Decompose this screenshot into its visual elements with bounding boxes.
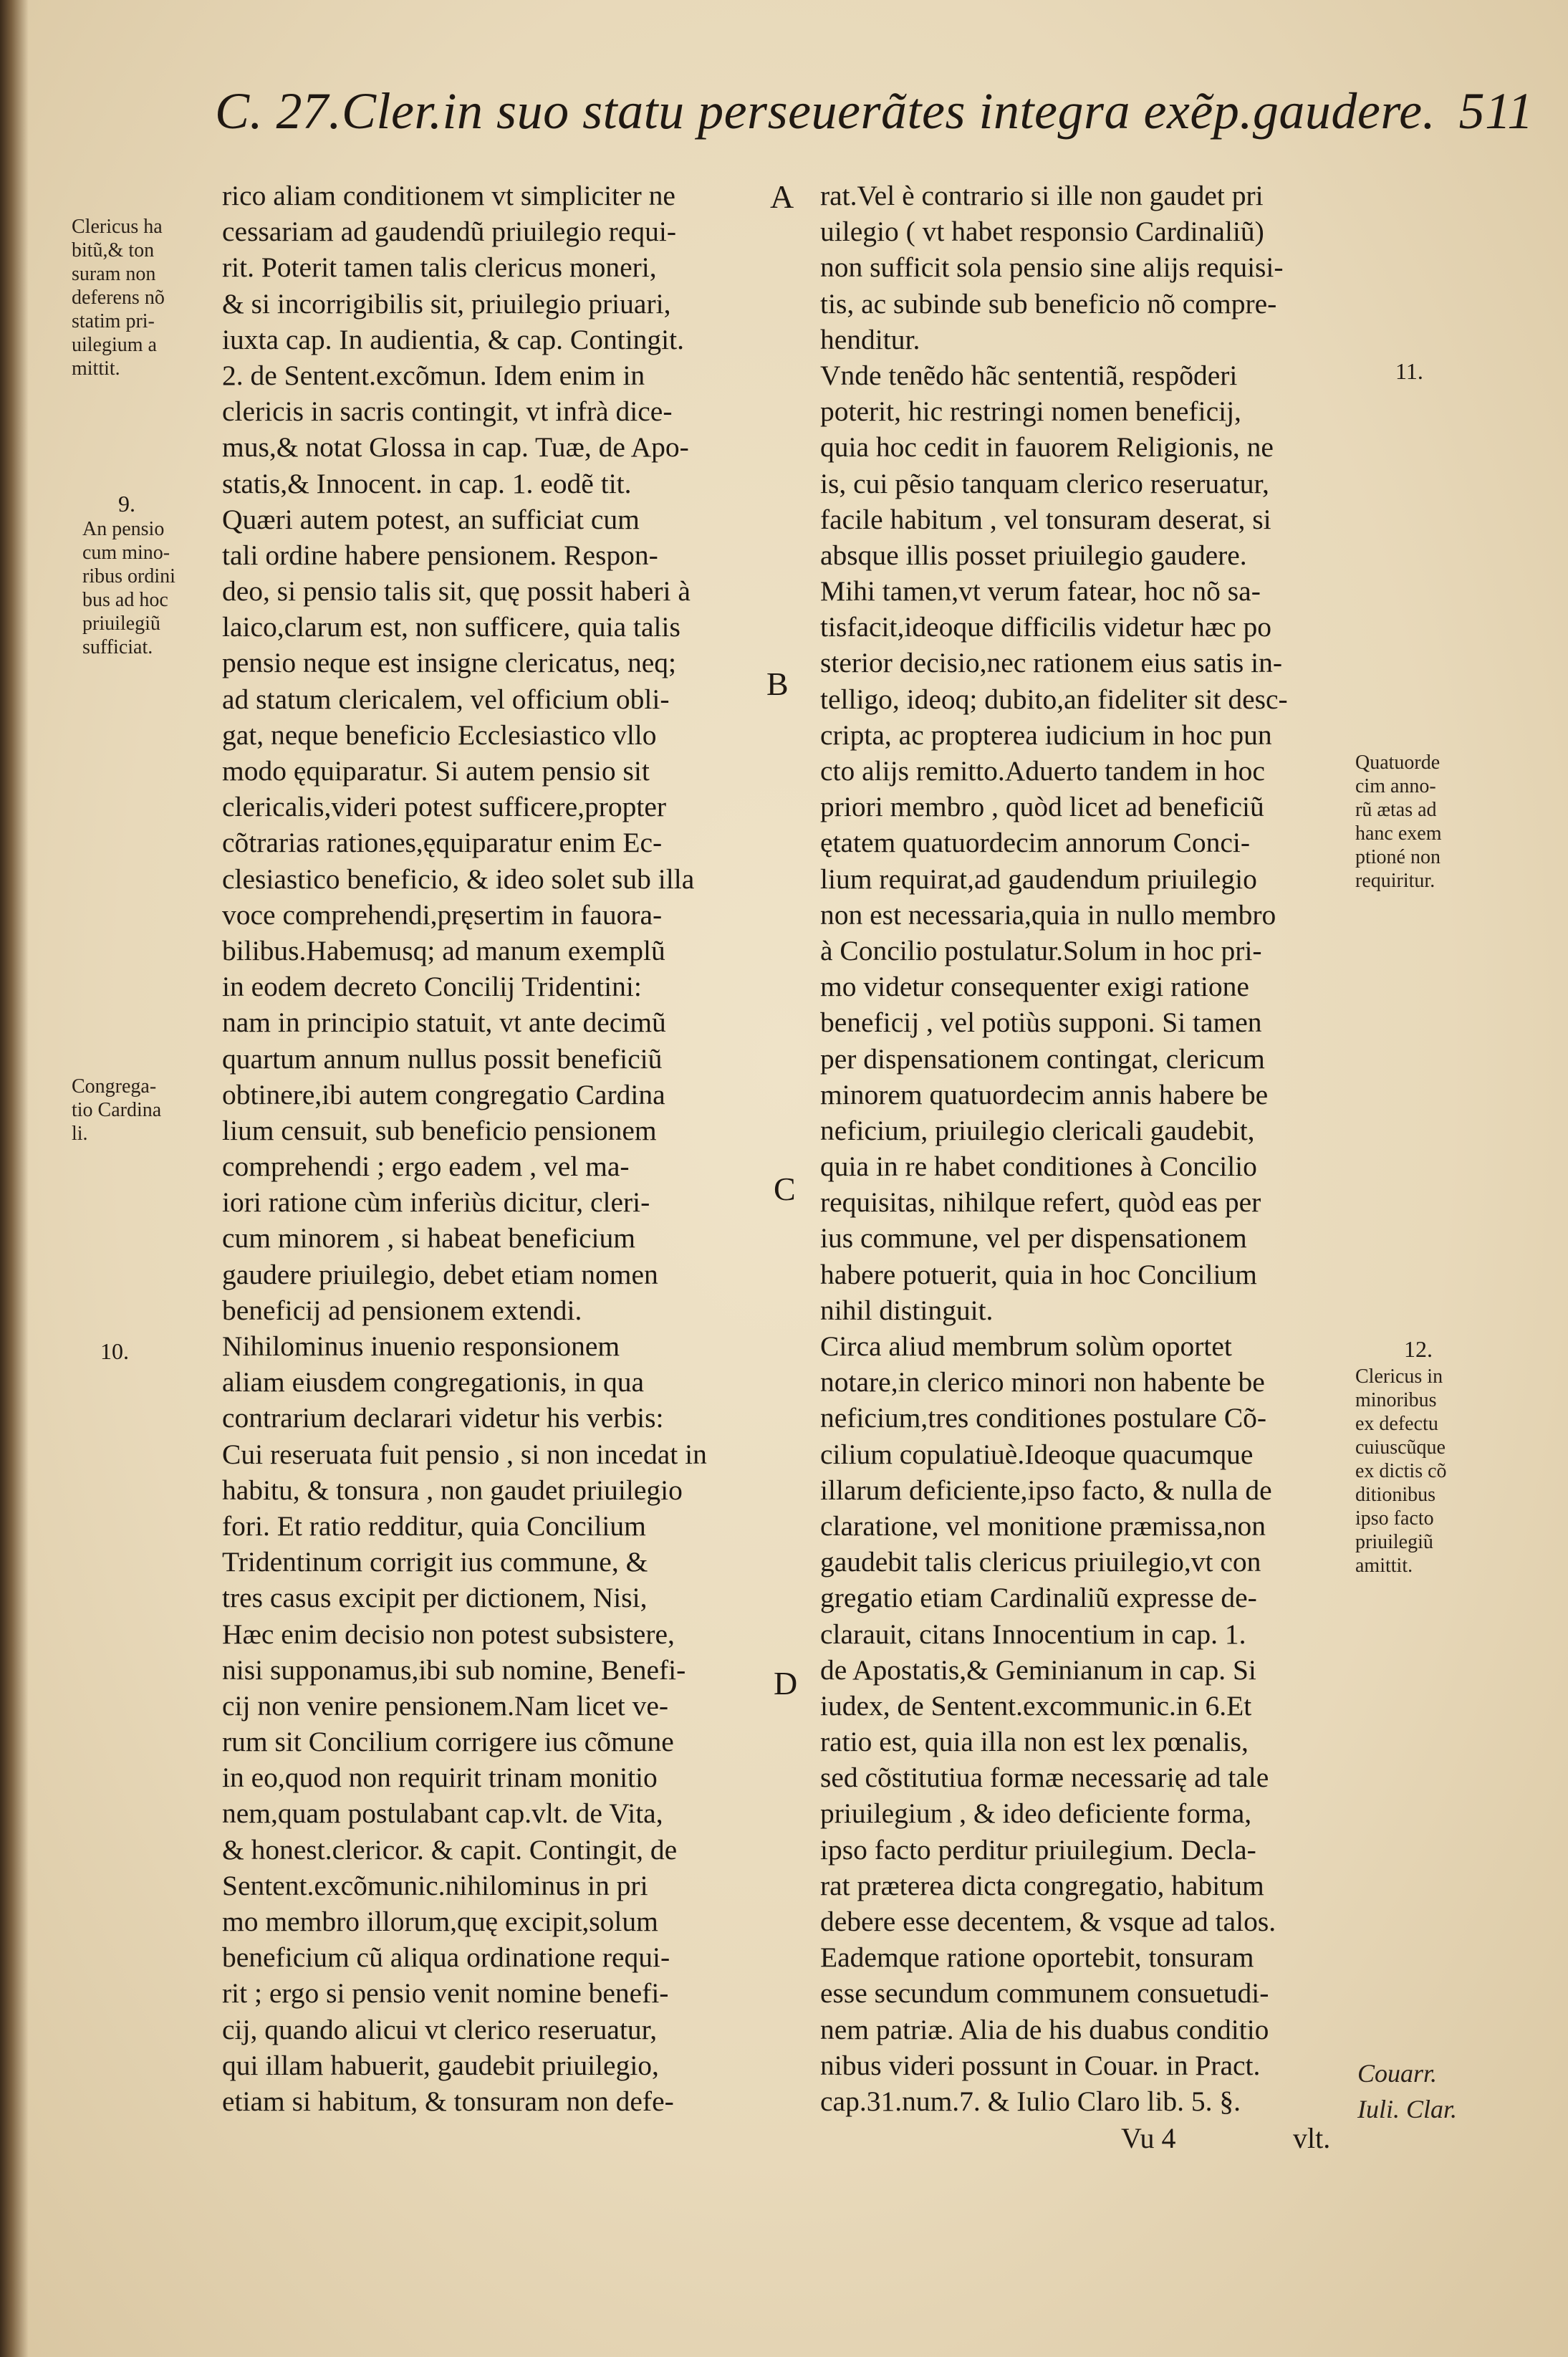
signature-mark: Vu 4 xyxy=(1121,2122,1176,2154)
text-line: contrarium declarari videtur his verbis: xyxy=(222,1402,664,1434)
left-margin-number-9: 9. xyxy=(118,491,135,517)
text-line: beneficium cũ aliqua ordinatione requi- xyxy=(222,1941,670,1974)
text-line: rat præterea dicta congregatio, habitum xyxy=(820,1869,1264,1901)
text-line: nem,quam postulabant cap.vlt. de Vita, xyxy=(222,1797,663,1830)
text-line: ad statum clericalem, vel officium obli- xyxy=(222,683,670,715)
running-title: C. 27.Cler.in suo statu perseuerãtes integra exẽp.gaudere. xyxy=(215,82,1436,140)
text-line: mo videtur consequenter exigi ratione xyxy=(820,971,1249,1003)
text-line: cripta, ac propterea iudicium in hoc pun xyxy=(820,719,1272,751)
text-line: etiam si habitum, & tonsuram non defe- xyxy=(222,2085,674,2117)
text-line: uilegio ( vt habet responsio Cardinaliũ) xyxy=(820,216,1264,248)
text-line: cij non venire pensionem.Nam licet ve- xyxy=(222,1689,669,1722)
text-line: non sufficit sola pensio sine alijs requisi- xyxy=(820,251,1284,284)
text-line: cap.31.num.7. & Iulio Claro lib. 5. §. xyxy=(820,2085,1241,2117)
text-line: clarauit, citans Innocentium in cap. 1. xyxy=(820,1618,1246,1650)
text-line: beneficij , vel potiùs supponi. Si tamen xyxy=(820,1007,1262,1039)
text-line: rico aliam conditionem vt simpliciter ne xyxy=(222,180,675,211)
text-line: statis,& Innocent. in cap. 1. eodẽ tit. xyxy=(222,467,632,499)
margin-note-line: Congrega- xyxy=(72,1075,157,1098)
text-line: beneficij ad pensionem extendi. xyxy=(222,1294,582,1326)
text-line: habere potuerit, quia in hoc Concilium xyxy=(820,1258,1257,1290)
text-line: tisfacit,ideoque difficilis videtur hæc po xyxy=(820,611,1272,643)
text-line: priuilegium , & ideo deficiente forma, xyxy=(820,1797,1252,1830)
text-line: lium censuit, sub beneficio pensionem xyxy=(222,1114,657,1146)
right-margin-number-12: 12. xyxy=(1404,1336,1433,1362)
text-line: poterit, hic restringi nomen beneficij, xyxy=(820,395,1241,428)
margin-note-line: bitũ,& ton xyxy=(72,239,155,261)
margin-note-line: bus ad hoc xyxy=(82,589,168,611)
margin-note-line: ipso facto xyxy=(1355,1507,1434,1530)
text-line: gat, neque beneficio Ecclesiastico vllo xyxy=(222,719,657,751)
text-line: minorem quatuordecim annis habere be xyxy=(820,1078,1269,1110)
text-line: gaudere priuilegio, debet etiam nomen xyxy=(222,1258,658,1290)
text-line: rat.Vel è contrario si ille non gaudet pri xyxy=(820,180,1264,211)
catchword: vlt. xyxy=(1293,2122,1331,2154)
text-line: Mihi tamen,vt verum fatear, hoc nõ sa- xyxy=(820,575,1261,608)
text-line: neficium,tres conditiones postulare Cõ- xyxy=(820,1402,1267,1434)
text-line: notare,in clerico minori non habente be xyxy=(820,1366,1265,1398)
margin-note-line: Quatuorde xyxy=(1355,752,1440,774)
margin-note-line: Clericus in xyxy=(1355,1365,1443,1388)
margin-note-line: priuilegiũ xyxy=(1355,1531,1433,1553)
text-line: lium requirat,ad gaudendum priuilegio xyxy=(820,863,1257,895)
text-line: cij, quando alicui vt clerico reseruatur, xyxy=(222,2013,658,2045)
margin-note-line: ex defectu xyxy=(1355,1413,1438,1435)
margin-note-line: uilegium a xyxy=(72,334,157,356)
text-line: Eademque ratione oportebit, tonsuram xyxy=(820,1941,1254,1974)
left-margin-note-habitus xyxy=(72,215,208,380)
text-line: quia in re habet conditiones à Concilio xyxy=(820,1151,1257,1183)
margin-note-line: hanc exem xyxy=(1355,822,1442,845)
text-line: Vnde tenẽdo hãc sententiã, respõderi xyxy=(820,359,1238,391)
text-line: henditur. xyxy=(820,323,920,355)
margin-note-line: Clericus ha xyxy=(72,216,163,238)
text-line: mo membro illorum,quę excipit,solum xyxy=(222,1906,658,1937)
text-line: gregatio etiam Cardinaliũ expresse de- xyxy=(820,1582,1257,1614)
text-line: quia hoc cedit in fauorem Religionis, ne xyxy=(820,431,1274,464)
text-line: esse secundum communem consuetudi- xyxy=(820,1977,1269,2010)
text-line: rit ; ergo si pensio venit nomine benefi- xyxy=(222,1977,669,2010)
text-line: illarum deficiente,ipso facto, & nulla de xyxy=(820,1474,1272,1506)
text-line: Hæc enim decisio non potest subsistere, xyxy=(222,1618,675,1650)
text-line: & honest.clericor. & capit. Contingit, de xyxy=(222,1833,678,1866)
margin-note-line: ribus ordini xyxy=(82,565,175,587)
text-line: comprehendi ; ergo eadem , vel ma- xyxy=(222,1151,630,1183)
margin-note-line: deferens nõ xyxy=(72,287,165,309)
margin-note-line: sufficiat. xyxy=(82,636,153,658)
text-line: cum minorem , si habeat beneficium xyxy=(222,1222,635,1254)
text-line: nisi supponamus,ibi sub nomine, Benefi- xyxy=(222,1653,686,1686)
text-line: clesiastico beneficio, & ideo solet sub illa xyxy=(222,863,695,895)
text-line: qui illam habuerit, gaudebit priuilegio, xyxy=(222,2049,659,2081)
text-line: in eo,quod non requirit trinam monitio xyxy=(222,1762,658,1794)
text-line: cilium copulatiuè.Ideoque quacumque xyxy=(820,1438,1254,1470)
text-line: de Apostatis,& Geminianum in cap. Si xyxy=(820,1653,1256,1686)
text-line: facile habitum , vel tonsuram deserat, si xyxy=(820,503,1271,535)
left-column xyxy=(222,178,749,2119)
left-margin-note-congregatio xyxy=(72,1075,208,1146)
right-margin-cite-iuli-clar: Iuli. Clar. xyxy=(1357,2095,1458,2123)
text-line: debere esse decentem, & vsque ad talos. xyxy=(820,1906,1276,1937)
text-line: ratio est, quia illa non est lex pœnalis, xyxy=(820,1726,1249,1758)
text-line: Nihilominus inuenio responsionem xyxy=(222,1330,620,1362)
right-column xyxy=(820,178,1347,2119)
text-line: nam in principio statuit, vt ante decimũ xyxy=(222,1007,666,1039)
text-line: is, cui pẽsio tanquam clerico reseruatur, xyxy=(820,467,1269,499)
text-line: iudex, de Sentent.excommunic.in 6.Et xyxy=(820,1689,1252,1722)
text-line: tres casus excipit per dictionem, Nisi, xyxy=(222,1582,648,1614)
marker-b: B xyxy=(766,666,789,702)
margin-note-line: An pensio xyxy=(82,518,165,540)
margin-note-line: tio Cardina xyxy=(72,1099,162,1121)
text-line: ipso facto perditur priuilegium. Decla- xyxy=(820,1833,1256,1866)
text-line: rum sit Concilium corrigere ius cõmune xyxy=(222,1726,674,1758)
marker-a: A xyxy=(770,178,794,215)
margin-note-line: ditionibus xyxy=(1355,1484,1436,1506)
margin-note-line: ex dictis cõ xyxy=(1355,1460,1447,1482)
text-line: per dispensationem contingat, clericum xyxy=(820,1042,1265,1075)
text-line: neficium, priuilegio clericali gaudebit, xyxy=(820,1114,1255,1146)
right-margin-number-11: 11. xyxy=(1395,358,1423,384)
right-margin-cite-couarr: Couarr. xyxy=(1357,2059,1438,2088)
text-line: obtinere,ibi autem congregatio Cardina xyxy=(222,1078,665,1110)
page-number: 511 xyxy=(1458,82,1534,140)
right-margin-note-aetas xyxy=(1355,751,1499,893)
text-line: claratione, vel monitione præmissa,non xyxy=(820,1509,1266,1542)
text-line: Cui reseruata fuit pensio , si non incedat in xyxy=(222,1438,707,1470)
text-line: laico,clarum est, non sufficere, quia talis xyxy=(222,611,680,643)
text-line: habitu, & tonsura , non gaudet priuilegio xyxy=(222,1474,683,1506)
gutter-shadow xyxy=(0,0,29,2357)
text-line: non est necessaria,quia in nullo membro xyxy=(820,898,1276,931)
margin-note-line: cim anno- xyxy=(1355,775,1436,797)
text-line: deo, si pensio talis sit, quę possit haberi à xyxy=(222,575,691,608)
text-line: tis, ac subinde sub beneficio nõ compre- xyxy=(820,287,1277,320)
text-line: priori membro , quòd licet ad beneficiũ xyxy=(820,791,1264,823)
text-line: à Concilio postulatur.Solum in hoc pri- xyxy=(820,934,1262,966)
text-line: quartum annum nullus possit beneficiũ xyxy=(222,1042,663,1075)
marker-d: D xyxy=(774,1665,798,1701)
text-line: in eodem decreto Concilij Tridentini: xyxy=(222,971,642,1003)
text-line: requisitas, nihilque refert, quòd eas per xyxy=(820,1186,1261,1219)
text-line: clericis in sacris contingit, vt infrà dice- xyxy=(222,395,673,428)
text-line: absque illis posset priuilegio gaudere. xyxy=(820,539,1247,571)
text-line: nibus videri possunt in Couar. in Pract. xyxy=(820,2049,1261,2081)
text-line: ętatem quatuordecim annorum Conci- xyxy=(820,827,1250,859)
text-line: Sentent.excõmunic.nihilominus in pri xyxy=(222,1869,648,1901)
margin-note-line: requiritur. xyxy=(1355,870,1435,892)
text-line: bilibus.Habemusq; ad manum exemplũ xyxy=(222,934,665,966)
left-margin-number-10: 10. xyxy=(100,1338,129,1364)
left-margin-note-pensio xyxy=(82,517,211,659)
text-line: voce comprehendi,pręsertim in fauora- xyxy=(222,898,663,931)
text-line: aliam eiusdem congregationis, in qua xyxy=(222,1366,645,1398)
text-line: iuxta cap. In audientia, & cap. Contingit. xyxy=(222,323,684,355)
text-line: fori. Et ratio redditur, quia Concilium xyxy=(222,1509,646,1542)
text-line: nihil distinguit. xyxy=(820,1294,994,1326)
running-header xyxy=(215,72,1534,150)
text-line: gaudebit talis clericus priuilegio,vt con xyxy=(820,1546,1261,1578)
text-line: Tridentinum corrigit ius commune, & xyxy=(222,1546,648,1578)
text-line: iori ratione cùm inferiùs dicitur, cleri- xyxy=(222,1186,650,1219)
margin-note-line: mittit. xyxy=(72,357,120,380)
margin-note-line: ptioné non xyxy=(1355,846,1440,868)
text-line: & si incorrigibilis sit, priuilegio priuari, xyxy=(222,287,671,320)
right-margin-note-clericus xyxy=(1355,1365,1499,1578)
text-line: telligo, ideoq; dubito,an fideliter sit desc- xyxy=(820,683,1288,715)
margin-note-line: amittit. xyxy=(1355,1555,1413,1577)
text-line: cessariam ad gaudendũ priuilegio requi- xyxy=(222,216,676,248)
text-line: tali ordine habere pensionem. Respon- xyxy=(222,539,658,571)
margin-note-line: cum mino- xyxy=(82,542,170,564)
text-line: Quæri autem potest, an sufficiat cum xyxy=(222,503,640,535)
margin-note-line: cuiuscũque xyxy=(1355,1436,1446,1459)
text-line: cto alijs remitto.Aduerto tandem in hoc xyxy=(820,755,1265,787)
text-line: sterior decisio,nec rationem eius satis in- xyxy=(820,647,1282,679)
text-line: sed cõstitutiua formæ necessarię ad tale xyxy=(820,1762,1269,1794)
margin-note-line: suram non xyxy=(72,263,156,285)
text-line: modo ęquiparatur. Si autem pensio sit xyxy=(222,755,650,787)
text-line: rit. Poterit tamen talis clericus moneri, xyxy=(222,251,657,284)
margin-note-line: minoribus xyxy=(1355,1389,1437,1411)
text-line: 2. de Sentent.excõmun. Idem enim in xyxy=(222,359,645,391)
margin-note-line: li. xyxy=(72,1123,88,1145)
text-line: mus,& notat Glossa in cap. Tuæ, de Apo- xyxy=(222,431,689,464)
text-line: cõtrarias rationes,ęquiparatur enim Ec- xyxy=(222,827,663,859)
margin-note-line: rũ ætas ad xyxy=(1355,799,1437,821)
marker-c: C xyxy=(774,1171,796,1207)
margin-note-line: statim pri- xyxy=(72,310,155,332)
text-line: pensio neque est insigne clericatus, neq; xyxy=(222,647,677,679)
text-line: nem patriæ. Alia de his duabus conditio xyxy=(820,2013,1269,2045)
text-line: clericalis,videri potest sufficere,propter xyxy=(222,791,667,823)
text-line: ius commune, vel per dispensationem xyxy=(820,1222,1247,1254)
margin-note-line: priuilegiũ xyxy=(82,613,160,635)
text-line: Circa aliud membrum solùm oportet xyxy=(820,1330,1232,1362)
